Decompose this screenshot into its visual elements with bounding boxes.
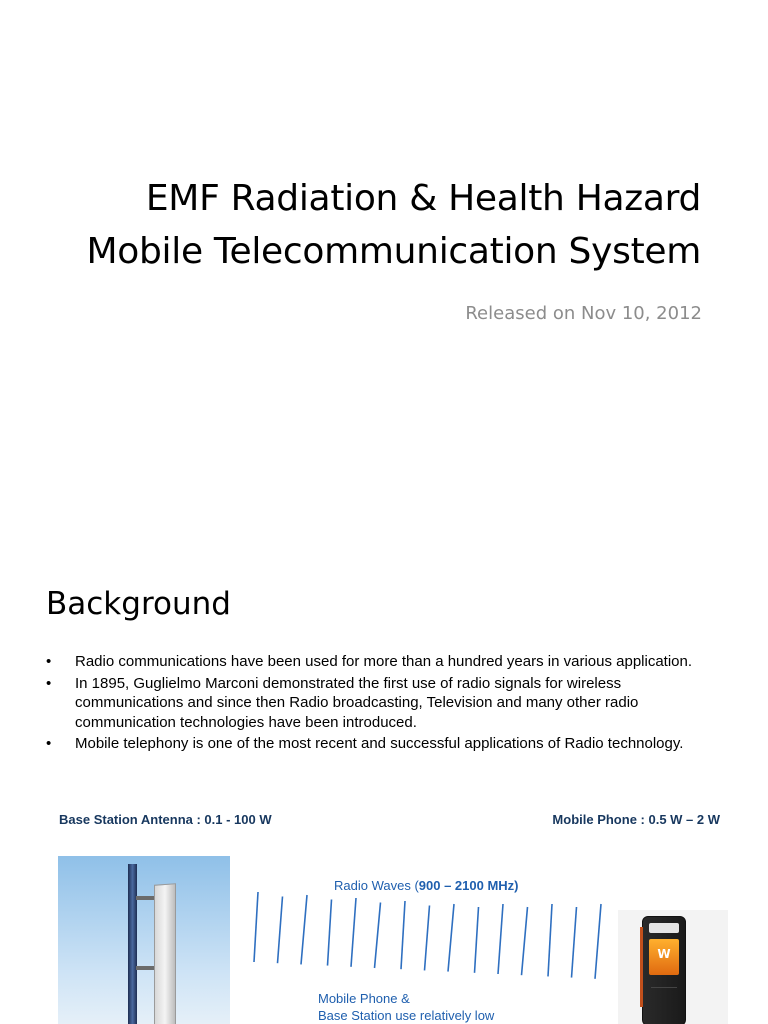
base-station-antenna-image	[58, 856, 230, 1024]
mobile-phone-image	[618, 910, 728, 1024]
wave-stroke	[448, 904, 454, 972]
title-line-1: EMF Radiation & Health Hazard	[145, 178, 701, 219]
wave-stroke	[475, 907, 479, 973]
low-power-note: Mobile Phone & Base Station use relatively low	[318, 991, 495, 1023]
wave-stroke	[498, 904, 503, 974]
wave-stroke	[401, 901, 405, 969]
mobile-phone-power-label: Mobile Phone : 0.5 W – 2 W	[552, 812, 720, 827]
wave-stroke	[425, 906, 430, 971]
phone-body	[642, 916, 686, 1024]
bullet-dot: •	[46, 735, 52, 752]
wave-stroke	[522, 907, 528, 975]
phone-screen: W	[649, 939, 679, 975]
wave-stroke	[572, 907, 577, 978]
wave-stroke	[278, 897, 283, 964]
wave-stroke	[254, 892, 258, 962]
bullet-dot: •	[46, 674, 52, 692]
wave-stroke	[351, 898, 356, 967]
slide-heading: Background	[46, 586, 231, 622]
wave-stroke	[301, 895, 307, 964]
antenna-panel	[154, 883, 176, 1024]
antenna-pole	[128, 864, 137, 1024]
title-line-2: Mobile Telecommunication System	[86, 231, 701, 272]
bullet-item: • Radio communications have been used for more than a hundred years in various application.	[46, 653, 693, 670]
wave-stroke	[548, 904, 552, 976]
wave-stroke	[328, 900, 332, 966]
bullet-item: • In 1895, Guglielmo Marconi demonstrated the first use of radio signals for wireless communications and since then Radio broadcasting, Television and many other radio communication technologies have been introduced.	[46, 674, 639, 731]
radio-waves-graphic	[246, 886, 616, 996]
base-station-power-label: Base Station Antenna : 0.1 - 100 W	[59, 812, 272, 827]
wave-stroke	[375, 903, 381, 969]
radio-waves-label: Radio Waves (900 – 2100 MHz)	[334, 878, 519, 893]
antenna-bracket	[136, 896, 156, 900]
bullet-list	[40, 652, 700, 756]
background-slide	[0, 560, 768, 1024]
bullet-item: • Mobile telephony is one of the most recent and successful applications of Radio technology.	[46, 735, 684, 752]
release-date: Released on Nov 10, 2012	[465, 303, 702, 324]
slide-title	[87, 172, 702, 278]
bullet-dot: •	[46, 653, 52, 670]
wave-stroke	[595, 904, 601, 979]
antenna-bracket	[136, 966, 156, 970]
